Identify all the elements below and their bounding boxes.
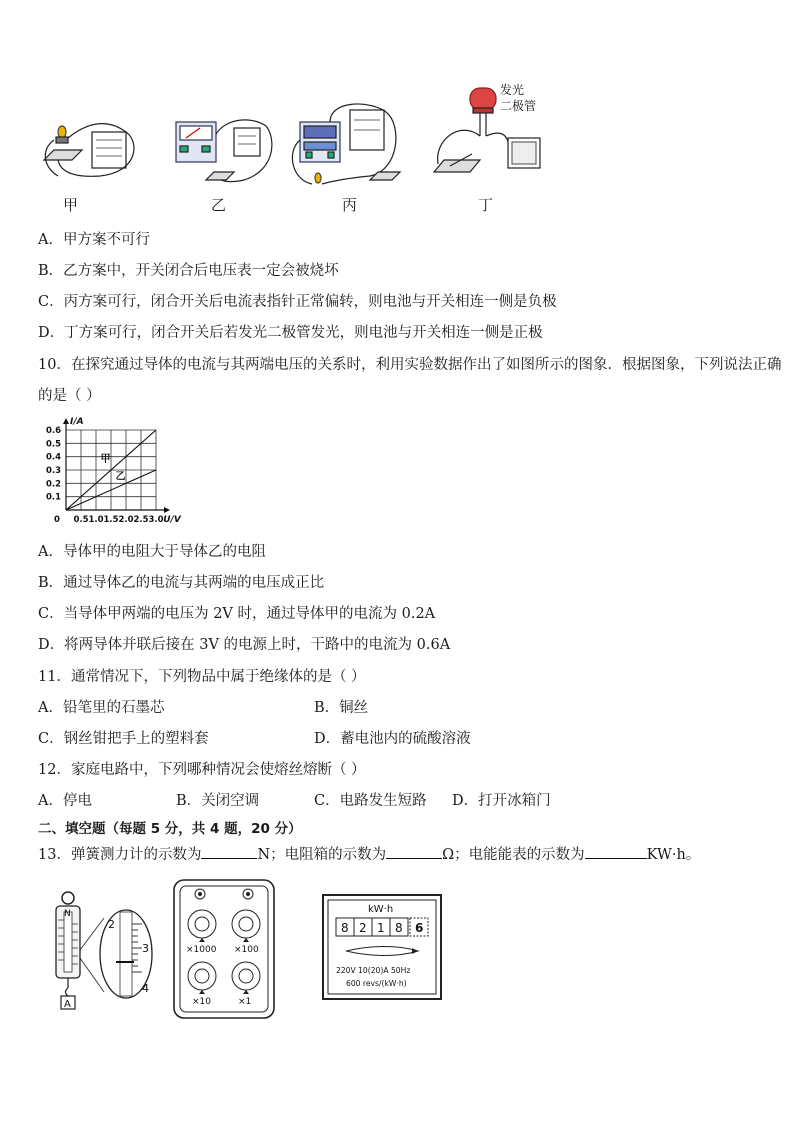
- x-tick-label: 2.0: [118, 515, 134, 525]
- x-axis-arrow: [164, 507, 170, 513]
- scale-tick-4: 4: [142, 982, 149, 995]
- q10-stem-line-1: 10．在探究通过导体的电流与其两端电压的关系时，利用实验数据作出了如图所示的图象．根据图象，下列说法正确: [38, 357, 782, 373]
- resistance-box-figure: [172, 878, 276, 1020]
- q11-option-a: A．铅笔里的石墨芯: [38, 700, 165, 716]
- y-axis-arrow: [63, 418, 69, 424]
- y-axis-label: I/A: [70, 417, 84, 427]
- q12-stem: 12．家庭电路中，下列哪种情况会使熔丝熔断（ ）: [38, 762, 366, 778]
- circuit-bing: [292, 104, 400, 184]
- x-tick-label: 3.0: [148, 515, 164, 525]
- meter-unit: kW·h: [368, 904, 394, 915]
- q13-stem: [38, 843, 700, 864]
- fig-label-jia: 甲: [63, 196, 79, 214]
- q12-option-c: C．电路发生短路: [314, 793, 427, 809]
- q11-option-c: C．钢丝钳把手上的塑料套: [38, 731, 209, 747]
- multiplier-1: ×1: [238, 997, 252, 1007]
- multiplier-10: ×10: [192, 997, 211, 1007]
- scale-tick-3: 3: [142, 942, 149, 955]
- y-tick-label: 0.5: [45, 439, 61, 450]
- x-tick-label: 1.0: [88, 515, 104, 525]
- q12-option-a: A．停电: [38, 793, 92, 809]
- q12-option-b: B．关闭空调: [176, 793, 260, 809]
- fig-label-yi: 乙: [211, 196, 227, 214]
- meter-digit-3: 1: [377, 921, 385, 935]
- x-tick-label: 1.5: [103, 515, 119, 525]
- meter-spec-2: 600 revs/(kW·h): [346, 979, 407, 988]
- series-label-0: 甲: [100, 454, 111, 465]
- led-label-2: 二极管: [500, 99, 537, 113]
- iu-graph: [38, 416, 198, 528]
- series-label-1: 乙: [115, 471, 126, 483]
- y-tick-label: 0.4: [45, 452, 61, 463]
- q13-part-4: KW·h。: [646, 847, 701, 863]
- x-axis-label: U/V: [163, 515, 181, 525]
- q9-option-b: B．乙方案中，开关闭合后电压表一定会被烧坏: [38, 263, 339, 279]
- x-tick-label: 0.5: [73, 515, 89, 525]
- multiplier-100: ×100: [234, 945, 259, 955]
- q11-stem: 11．通常情况下，下列物品中属于绝缘体的是（ ）: [38, 669, 366, 685]
- section-2-title: 二、填空题（每题 5 分，共 4 题，20 分）: [38, 821, 302, 837]
- q10-option-b: B．通过导体乙的电流与其两端的电压成正比: [38, 575, 325, 591]
- led-label-1: 发光: [500, 83, 525, 97]
- q12-option-d: D．打开冰箱门: [452, 793, 551, 809]
- q10-option-d: D．将两导体并联后接在 3V 的电源上时，干路中的电流为 0.6A: [38, 637, 451, 653]
- y-tick-label: 0.1: [45, 492, 61, 503]
- q9-option-a: A．甲方案不可行: [38, 232, 150, 248]
- fig-label-ding: 丁: [478, 196, 494, 214]
- q11-option-b: B．铜丝: [314, 700, 369, 716]
- q10-stem-line-2: 的是（ ）: [38, 388, 101, 404]
- spring-scale-unit: N: [64, 909, 71, 919]
- q13-part-1: 13．弹簧测力计的示数为: [38, 847, 202, 863]
- multiplier-1000: ×1000: [186, 945, 217, 955]
- meter-digit-1: 8: [341, 921, 349, 935]
- circuit-jia: [44, 124, 134, 177]
- answer-blank-energy[interactable]: [585, 844, 647, 859]
- spring-scale-figure: [44, 888, 160, 1014]
- q10-option-a: A．导体甲的电阻大于导体乙的电阻: [38, 544, 266, 560]
- q11-option-d: D．蓄电池内的硫酸溶液: [314, 731, 471, 747]
- meter-digit-4: 8: [395, 921, 403, 935]
- scale-tick-2: 2: [108, 918, 115, 931]
- fig-label-bing: 丙: [342, 196, 358, 214]
- energy-meter-figure: [322, 894, 442, 1000]
- hook-weight-label: A: [64, 999, 71, 1010]
- meter-digit-decimal: 6: [415, 921, 424, 935]
- origin-label: 0: [54, 515, 60, 525]
- q9-option-c: C．丙方案可行，闭合开关后电流表指针正常偏转，则电池与开关相连一侧是负极: [38, 294, 557, 310]
- q13-part-2: N；电阻箱的示数为: [257, 847, 387, 863]
- answer-blank-force[interactable]: [201, 844, 257, 859]
- y-tick-label: 0.3: [45, 466, 61, 476]
- y-tick-label: 0.6: [45, 426, 61, 436]
- q9-circuit-figures: [30, 80, 570, 200]
- meter-spec-1: 220V 10(20)A 50Hz: [336, 966, 411, 975]
- q10-option-c: C．当导体甲两端的电压为 2V 时，通过导体甲的电流为 0.2A: [38, 606, 436, 622]
- q9-option-d: D．丁方案可行，闭合开关后若发光二极管发光，则电池与开关相连一侧是正极: [38, 325, 543, 341]
- q13-part-3: Ω；电能能表的示数为: [442, 847, 585, 863]
- answer-blank-resistance[interactable]: [386, 844, 442, 859]
- meter-digit-2: 2: [359, 921, 367, 935]
- circuit-yi: [176, 120, 272, 182]
- x-tick-label: 2.5: [133, 515, 149, 525]
- y-tick-label: 0.2: [45, 479, 61, 490]
